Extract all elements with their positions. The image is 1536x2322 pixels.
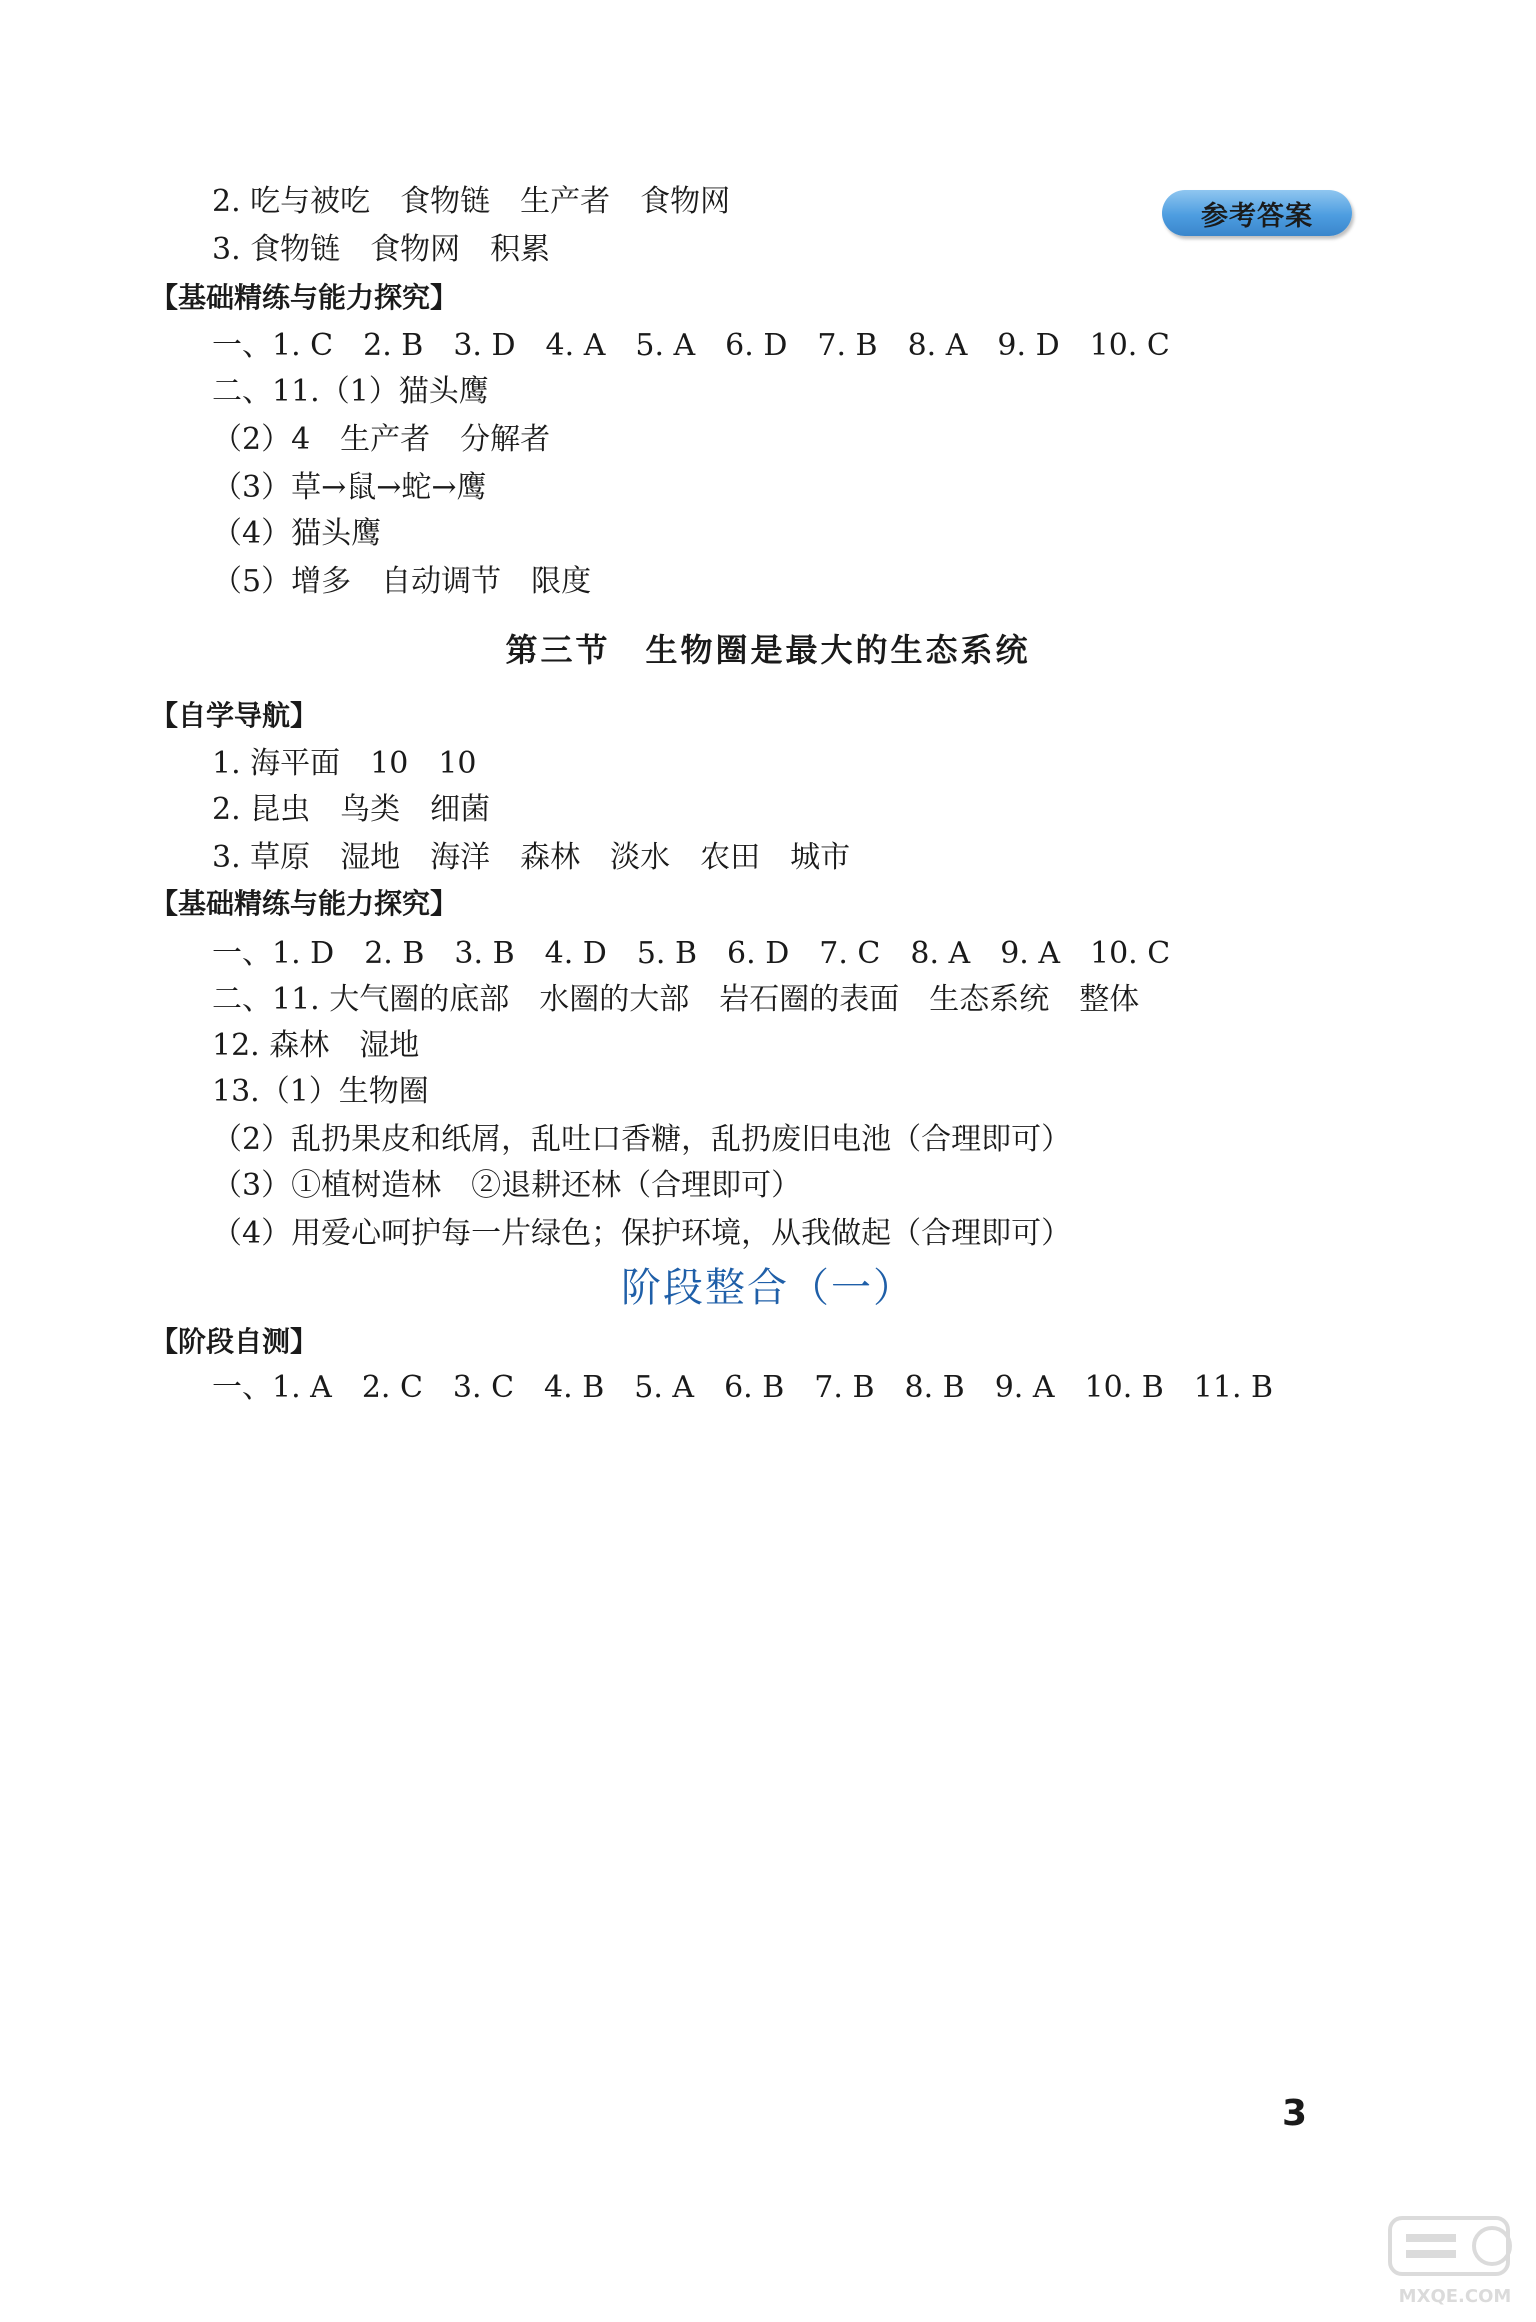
answer-line: 二、11.（1）猫头鹰 xyxy=(212,374,489,409)
answer-line: （3）①植树造林 ②退耕还林（合理即可） xyxy=(212,1168,802,1203)
choice-answers: 一、1. A 2. C 3. C 4. B 5. A 6. B 7. B 8. B 9. A 10. B 11. B xyxy=(212,1370,1274,1405)
answer-line: 2. 昆虫 鸟类 细菌 xyxy=(212,792,491,827)
answer-line: 3. 食物链 食物网 积累 xyxy=(212,232,551,267)
reference-answer-badge: 参考答案 xyxy=(1162,190,1352,236)
self-test-heading: 【阶段自测】 xyxy=(150,1325,319,1358)
choice-answers: 一、1. D 2. B 3. B 4. D 5. B 6. D 7. C 8. A 9. A 10. C xyxy=(212,936,1171,971)
answer-line: 二、11. 大气圈的底部 水圈的大部 岩石圈的表面 生态系统 整体 xyxy=(212,982,1140,1017)
answer-line: （2）乱扔果皮和纸屑，乱吐口香糖，乱扔废旧电池（合理即可） xyxy=(212,1122,1072,1157)
stage-title: 阶段整合（一） xyxy=(621,1265,915,1311)
practice-heading: 【基础精练与能力探究】 xyxy=(150,281,459,314)
answer-line: （4）用爱心呵护每一片绿色；保护环境，从我做起（合理即可） xyxy=(212,1216,1072,1251)
answer-line: 3. 草原 湿地 海洋 森林 淡水 农田 城市 xyxy=(212,840,851,875)
answer-line: （2）4 生产者 分解者 xyxy=(212,422,551,457)
practice-heading: 【基础精练与能力探究】 xyxy=(150,887,459,920)
watermark-logo-icon xyxy=(1380,2210,1530,2310)
choice-answers: 一、1. C 2. B 3. D 4. A 5. A 6. D 7. B 8. A 9. D 10. C xyxy=(212,328,1170,363)
page-number: 3 xyxy=(1282,2093,1308,2134)
answer-line: （5）增多 自动调节 限度 xyxy=(212,564,592,599)
answer-line: 12. 森林 湿地 xyxy=(212,1028,420,1063)
section-title: 第三节 生物圈是最大的生态系统 xyxy=(505,631,1031,669)
watermark-text: MXQE.COM xyxy=(1398,2286,1512,2307)
answer-line: 1. 海平面 10 10 xyxy=(212,746,477,781)
self-study-heading: 【自学导航】 xyxy=(150,699,319,732)
answer-line: 2. 吃与被吃 食物链 生产者 食物网 xyxy=(212,184,731,219)
answer-line: （4）猫头鹰 xyxy=(212,516,382,551)
answer-line: 13.（1）生物圈 xyxy=(212,1074,429,1109)
answer-line: （3）草→鼠→蛇→鹰 xyxy=(212,470,487,505)
